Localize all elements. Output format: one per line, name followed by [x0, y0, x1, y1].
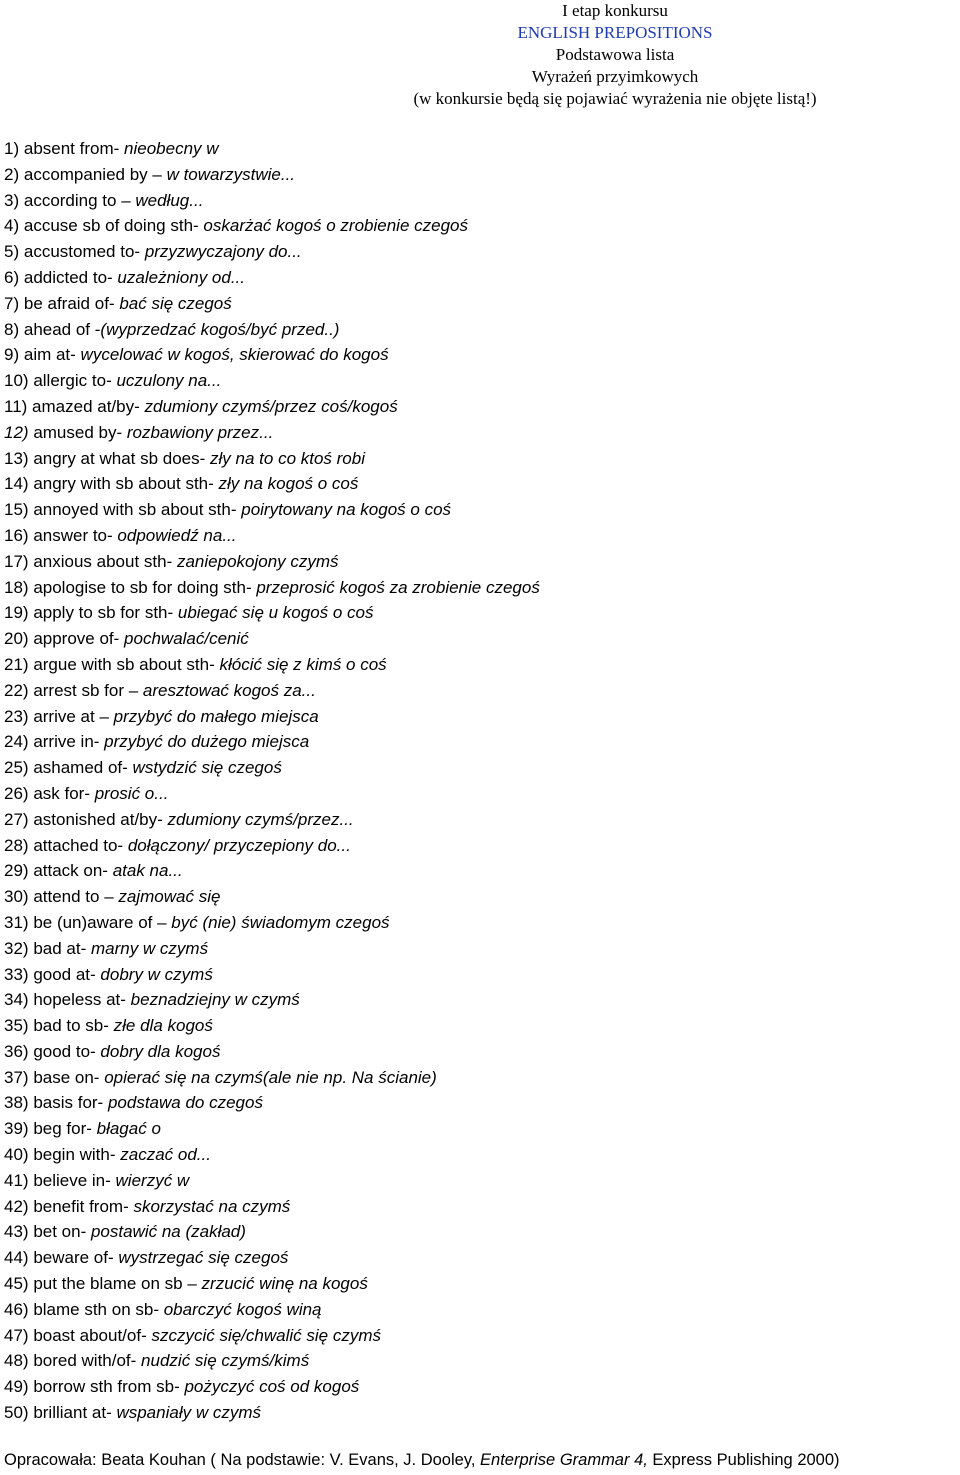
entry-translation: szczycić się/chwalić się czymś	[151, 1325, 381, 1345]
list-item	[4, 1090, 954, 1116]
entry-translation: skorzystać na czymś	[133, 1196, 291, 1216]
entry-phrase: approve of-	[33, 629, 125, 649]
entry-translation: przeprosić kogoś za zrobienie czegoś	[256, 577, 540, 597]
entry-translation: marny w czymś	[90, 938, 209, 958]
entry-phrase: ask for-	[33, 783, 95, 803]
list-item	[4, 1116, 954, 1142]
entry-translation: kłócić się z kimś o coś	[219, 654, 387, 674]
list-item	[4, 239, 954, 265]
entry-phrase: accuse sb of doing sth-	[23, 216, 204, 236]
entry-number: 23)	[4, 706, 29, 726]
entry-number: 3)	[4, 190, 20, 210]
entry-translation: ubiegać się u kogoś o coś	[177, 603, 374, 623]
list-item	[4, 394, 954, 420]
entry-translation: wstydzić się czegoś	[132, 758, 282, 778]
entry-number: 30)	[4, 887, 29, 907]
list-item	[4, 884, 954, 910]
entry-number: 45)	[4, 1274, 29, 1294]
entry-phrase: amused by-	[33, 422, 127, 442]
list-item	[4, 858, 954, 884]
list-item	[4, 342, 954, 368]
footer-credit	[4, 1448, 960, 1472]
entry-phrase: ahead of -	[23, 319, 101, 339]
entry-translation: rozbawiony przez...	[126, 422, 274, 442]
entry-phrase: borrow sth from sb-	[33, 1377, 185, 1397]
list-item	[4, 188, 954, 214]
entry-phrase: addicted to-	[23, 267, 118, 287]
entry-translation: zły na kogoś o coś	[218, 474, 359, 494]
entry-translation: złe dla kogoś	[113, 1016, 213, 1036]
entry-phrase: ashamed of-	[33, 758, 133, 778]
entry-phrase: angry at what sb does-	[33, 448, 211, 468]
footer-book-title: Enterprise Grammar 4,	[480, 1451, 648, 1469]
entry-phrase: boast about/of-	[33, 1325, 152, 1345]
entry-phrase: according to –	[23, 190, 136, 210]
entry-phrase: bored with/of-	[33, 1351, 142, 1371]
entry-phrase: arrive in-	[33, 732, 105, 752]
entry-phrase: apologise to sb for doing sth-	[33, 577, 257, 597]
list-item	[4, 1400, 954, 1426]
entry-phrase: good at-	[33, 964, 101, 984]
entry-translation: przybyć do dużego miejsca	[104, 732, 310, 752]
entry-number: 25)	[4, 758, 29, 778]
entry-phrase: hopeless at-	[33, 990, 131, 1010]
preposition-list	[4, 136, 954, 1426]
entry-translation: poirytowany na kogoś o coś	[241, 500, 452, 520]
entry-translation: wycelować w kogoś, skierować do kogoś	[80, 345, 389, 365]
entry-number: 15)	[4, 500, 29, 520]
entry-translation: podstawa do czegoś	[107, 1093, 263, 1113]
entry-translation: nieobecny w	[124, 139, 219, 158]
list-item	[4, 575, 954, 601]
entry-number: 47)	[4, 1325, 29, 1345]
entry-phrase: blame sth on sb-	[33, 1299, 164, 1319]
list-item	[4, 962, 954, 988]
entry-translation: oskarżać kogoś o zrobienie czegoś	[203, 216, 468, 236]
entry-phrase: benefit from-	[33, 1196, 134, 1216]
list-item	[4, 1374, 954, 1400]
list-item	[4, 987, 954, 1013]
list-item	[4, 755, 954, 781]
entry-translation: zły na to co ktoś robi	[210, 448, 365, 468]
list-item	[4, 1065, 954, 1091]
entry-translation: prosić o...	[94, 783, 169, 803]
entry-number: 24)	[4, 732, 29, 752]
entry-number: 4)	[4, 216, 20, 236]
entry-number: 49)	[4, 1377, 29, 1397]
entry-number: 42)	[4, 1196, 29, 1216]
list-item	[4, 1168, 954, 1194]
entry-number: 39)	[4, 1119, 29, 1139]
entry-phrase: annoyed with sb about sth-	[33, 500, 242, 520]
entry-translation: opierać się na czymś(ale nie np. Na ścianie)	[104, 1067, 437, 1087]
entry-translation: zrzucić winę na kogoś	[201, 1274, 368, 1294]
entry-number: 8)	[4, 319, 20, 339]
entry-number: 38)	[4, 1093, 29, 1113]
entry-phrase: beg for-	[33, 1119, 97, 1139]
entry-translation: dobry dla kogoś	[100, 1041, 221, 1061]
entry-translation: postawić na (zakład)	[90, 1222, 246, 1242]
list-item	[4, 807, 954, 833]
entry-number: 17)	[4, 551, 29, 571]
entry-phrase: attend to –	[33, 887, 119, 907]
entry-phrase: bad at-	[33, 938, 91, 958]
entry-number: 1)	[4, 139, 20, 158]
list-item	[4, 291, 954, 317]
entry-phrase: bad to sb-	[33, 1016, 114, 1036]
entry-number: 19)	[4, 603, 29, 623]
entry-number: 12)	[4, 422, 29, 442]
entry-translation: być (nie) świadomym czegoś	[171, 912, 390, 932]
list-item	[4, 729, 954, 755]
list-item	[4, 1297, 954, 1323]
entry-number: 5)	[4, 242, 20, 262]
entry-number: 14)	[4, 474, 29, 494]
list-item	[4, 833, 954, 859]
list-item	[4, 1323, 954, 1349]
entry-phrase: absent from-	[23, 139, 125, 158]
entry-phrase: anxious about sth-	[33, 551, 177, 571]
entry-number: 32)	[4, 938, 29, 958]
entry-translation: wspaniały w czymś	[116, 1403, 261, 1423]
entry-translation: dobry w czymś	[100, 964, 213, 984]
list-item	[4, 265, 954, 291]
entry-translation: (wyprzedzać kogoś/być przed..)	[100, 319, 340, 339]
entry-number: 44)	[4, 1248, 29, 1268]
entry-number: 40)	[4, 1145, 29, 1165]
entry-phrase: base on-	[33, 1067, 105, 1087]
entry-phrase: accustomed to-	[23, 242, 145, 262]
list-item	[4, 600, 954, 626]
entry-phrase: attack on-	[33, 861, 113, 881]
footer-credit-prefix: Opracowała: Beata Kouhan ( Na podstawie: V. Evans, J. Dooley,	[4, 1451, 481, 1469]
list-item	[4, 1219, 954, 1245]
entry-translation: pożyczyć coś od kogoś	[184, 1377, 360, 1397]
entry-number: 9)	[4, 345, 20, 365]
entry-translation: zdumiony czymś/przez coś/kogoś	[144, 396, 398, 416]
entry-number: 36)	[4, 1041, 29, 1061]
entry-number: 31)	[4, 912, 29, 932]
list-item	[4, 910, 954, 936]
list-item	[4, 678, 954, 704]
entry-number: 22)	[4, 680, 29, 700]
contest-stage: I etap konkursu	[562, 1, 668, 20]
entry-number: 16)	[4, 525, 29, 545]
entry-phrase: bet on-	[33, 1222, 91, 1242]
entry-number: 26)	[4, 783, 29, 803]
entry-number: 29)	[4, 861, 29, 881]
entry-number: 7)	[4, 293, 20, 313]
entry-phrase: basis for-	[33, 1093, 108, 1113]
list-item	[4, 1271, 954, 1297]
entry-translation: zaczać od...	[120, 1145, 211, 1165]
list-item	[4, 1013, 954, 1039]
entry-translation: wystrzegać się czegoś	[118, 1248, 289, 1268]
list-item	[4, 317, 954, 343]
list-item	[4, 1245, 954, 1271]
entry-phrase: argue with sb about sth-	[33, 654, 220, 674]
contest-note: (w konkursie będą się pojawiać wyrażenia nie objęte listą!)	[413, 89, 817, 108]
entry-number: 33)	[4, 964, 29, 984]
entry-translation: nudzić się czymś/kimś	[141, 1351, 310, 1371]
list-item	[4, 936, 954, 962]
entry-phrase: begin with-	[33, 1145, 121, 1165]
entry-translation: błagać o	[96, 1119, 161, 1139]
entry-translation: według...	[135, 190, 204, 210]
entry-phrase: apply to sb for sth-	[33, 603, 178, 623]
entry-number: 46)	[4, 1299, 29, 1319]
entry-number: 2)	[4, 164, 20, 184]
entry-translation: bać się czegoś	[119, 293, 232, 313]
entry-phrase: attached to-	[33, 835, 128, 855]
entry-number: 27)	[4, 809, 29, 829]
entry-translation: uzależniony od...	[117, 267, 246, 287]
entry-number: 10)	[4, 371, 29, 391]
entry-phrase: believe in-	[33, 1170, 116, 1190]
entry-translation: przyzwyczajony do...	[144, 242, 302, 262]
list-subtitle-2: Wyrażeń przyimkowych	[531, 67, 699, 86]
entry-phrase: brilliant at-	[33, 1403, 117, 1423]
entry-translation: zajmować się	[118, 887, 221, 907]
entry-translation: zaniepokojony czymś	[176, 551, 339, 571]
entry-number: 37)	[4, 1067, 29, 1087]
contest-title: ENGLISH PREPOSITIONS	[517, 23, 713, 42]
entry-phrase: good to-	[33, 1041, 101, 1061]
entry-number: 20)	[4, 629, 29, 649]
entry-translation: aresztować kogoś za...	[142, 680, 316, 700]
entry-translation: wierzyć w	[115, 1170, 190, 1190]
list-item	[4, 626, 954, 652]
list-item	[4, 420, 954, 446]
entry-number: 34)	[4, 990, 29, 1010]
entry-phrase: aim at-	[23, 345, 81, 365]
entry-translation: zdumiony czymś/przez...	[167, 809, 354, 829]
entry-translation: beznadziejny w czymś	[130, 990, 300, 1010]
list-item	[4, 1348, 954, 1374]
entry-number: 6)	[4, 267, 20, 287]
entry-phrase: beware of-	[33, 1248, 119, 1268]
entry-number: 13)	[4, 448, 29, 468]
list-subtitle: Podstawowa lista	[555, 45, 675, 64]
entry-translation: pochwalać/cenić	[124, 629, 249, 649]
list-item	[4, 652, 954, 678]
entry-number: 21)	[4, 654, 29, 674]
entry-phrase: angry with sb about sth-	[33, 474, 219, 494]
list-item	[4, 1142, 954, 1168]
entry-number: 18)	[4, 577, 29, 597]
list-item	[4, 781, 954, 807]
entry-translation: przybyć do małego miejsca	[113, 706, 319, 726]
entry-phrase: amazed at/by-	[32, 396, 145, 416]
list-item	[4, 471, 954, 497]
list-item	[4, 1039, 954, 1065]
list-item	[4, 446, 954, 472]
entry-number: 43)	[4, 1222, 29, 1242]
entry-phrase: arrest sb for –	[33, 680, 143, 700]
entry-translation: w towarzystwie...	[166, 164, 296, 184]
entry-number: 11)	[4, 396, 28, 416]
entry-translation: dołączony/ przyczepiony do...	[127, 835, 351, 855]
list-item	[4, 162, 954, 188]
list-item	[4, 213, 954, 239]
entry-number: 50)	[4, 1403, 29, 1423]
list-item	[4, 1194, 954, 1220]
entry-phrase: arrive at –	[33, 706, 114, 726]
entry-translation: obarczyć kogoś winą	[163, 1299, 322, 1319]
entry-number: 41)	[4, 1170, 29, 1190]
list-item	[4, 549, 954, 575]
list-item	[4, 368, 954, 394]
entry-number: 28)	[4, 835, 29, 855]
entry-translation: odpowiedź na...	[117, 525, 237, 545]
list-item	[4, 497, 954, 523]
entry-translation: atak na...	[112, 861, 183, 881]
document-header	[270, 0, 960, 110]
entry-translation: uczulony na...	[116, 371, 222, 391]
entry-phrase: allergic to-	[33, 371, 117, 391]
entry-phrase: be (un)aware of –	[33, 912, 172, 932]
entry-phrase: accompanied by –	[23, 164, 167, 184]
entry-phrase: put the blame on sb –	[33, 1274, 202, 1294]
entry-phrase: answer to-	[33, 525, 118, 545]
entry-number: 48)	[4, 1351, 29, 1371]
list-item	[4, 523, 954, 549]
footer-credit-suffix: Express Publishing 2000)	[647, 1451, 840, 1469]
entry-phrase: astonished at/by-	[33, 809, 168, 829]
entry-number: 35)	[4, 1016, 29, 1036]
entry-phrase: be afraid of-	[23, 293, 120, 313]
list-item	[4, 704, 954, 730]
list-item	[4, 136, 954, 162]
